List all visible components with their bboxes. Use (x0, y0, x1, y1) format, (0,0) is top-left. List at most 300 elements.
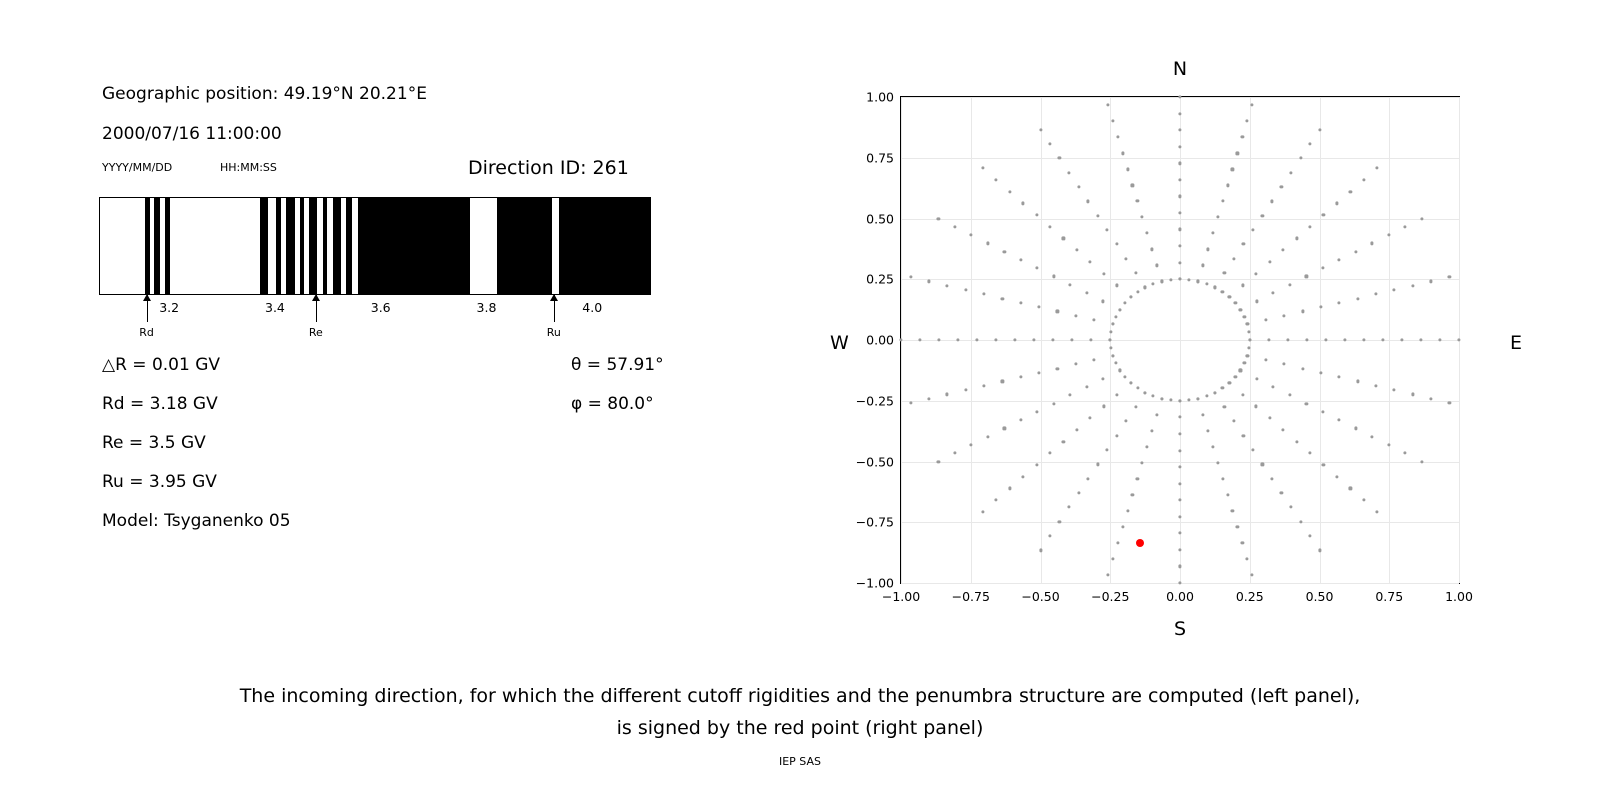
selected-direction-point (1136, 539, 1144, 547)
direction-point (1068, 283, 1071, 286)
right-panel (820, 40, 1540, 660)
direction-point (1335, 202, 1338, 205)
direction-point (1062, 440, 1065, 443)
direction-point (1243, 315, 1246, 318)
direction-point (1008, 487, 1011, 490)
y-tick-label: 1.00 (866, 89, 894, 105)
y-tick-label: 0.00 (866, 332, 894, 348)
figure-caption (0, 680, 1600, 744)
direction-point (1118, 369, 1121, 372)
penumbra-band (286, 198, 295, 294)
direction-point (927, 280, 930, 283)
direction-point (1178, 399, 1181, 402)
direction-point (1019, 301, 1022, 304)
direction-point (1267, 338, 1270, 341)
stat-model: Model: Tsyganenko 05 (102, 511, 291, 531)
direction-point (1324, 338, 1327, 341)
direction-point (1178, 95, 1181, 98)
direction-point (1251, 104, 1254, 107)
direction-point (1178, 565, 1181, 568)
direction-point (1349, 487, 1352, 490)
penumbra-band (300, 198, 304, 294)
direction-point (1035, 463, 1038, 466)
y-tick-label: 0.50 (866, 211, 894, 226)
direction-point (1068, 171, 1071, 174)
direction-point (1305, 338, 1308, 341)
direction-point (1039, 128, 1042, 131)
direction-point (1048, 142, 1051, 145)
direction-point (1022, 202, 1025, 205)
direction-point (1251, 228, 1254, 231)
direction-point (953, 225, 956, 228)
direction-point (1115, 434, 1118, 437)
direction-point (1374, 384, 1377, 387)
direction-point (1125, 420, 1128, 423)
penumbra-tick-label: 3.4 (264, 300, 285, 315)
direction-point (1093, 358, 1096, 361)
direction-point (1362, 338, 1365, 341)
direction-point (1322, 213, 1325, 216)
direction-point (1074, 314, 1077, 317)
gridline-horizontal (901, 158, 1459, 159)
direction-point (1295, 440, 1298, 443)
direction-point (1105, 448, 1108, 451)
direction-point (1216, 461, 1219, 464)
x-tick-label: −1.00 (881, 589, 921, 604)
direction-point (1152, 395, 1155, 398)
direction-point (1085, 292, 1088, 295)
penumbra-band (276, 198, 281, 294)
direction-point (1264, 358, 1267, 361)
direction-point (1039, 549, 1042, 552)
direction-point (1376, 167, 1379, 170)
direction-point (1125, 257, 1128, 260)
direction-point (995, 178, 998, 181)
penumbra-band (346, 198, 351, 294)
direction-point (1343, 338, 1346, 341)
date-format-hint: YYYY/MM/DD (102, 161, 173, 174)
direction-point (1221, 200, 1224, 203)
direction-point (1121, 525, 1124, 528)
direction-point (1068, 506, 1071, 509)
direction-point (964, 288, 967, 291)
direction-point (1289, 171, 1292, 174)
direction-point (1131, 493, 1134, 496)
x-tick-label: 0.50 (1305, 589, 1334, 604)
x-tick-label: 0.75 (1375, 589, 1404, 604)
gridline-horizontal (901, 522, 1459, 523)
direction-point (1231, 168, 1234, 171)
direction-point (1282, 249, 1285, 252)
direction-point (1264, 318, 1267, 321)
direction-point (981, 510, 984, 513)
direction-point (1255, 405, 1258, 408)
direction-point (1144, 286, 1147, 289)
gridline-horizontal (901, 219, 1459, 220)
direction-point (1411, 284, 1414, 287)
direction-point (1272, 292, 1275, 295)
direction-point (1141, 461, 1144, 464)
x-tick-label: −0.50 (1021, 589, 1060, 604)
direction-point (1261, 214, 1264, 217)
compass-south-label: S (1173, 618, 1187, 640)
direction-point (1286, 338, 1289, 341)
direction-point (1146, 232, 1149, 235)
direction-point (1075, 249, 1078, 252)
direction-point (937, 217, 940, 220)
direction-point (1211, 445, 1214, 448)
stat-re: Re = 3.5 GV (102, 433, 206, 453)
direction-point (1178, 432, 1181, 435)
direction-point (1221, 387, 1224, 390)
direction-point (1003, 250, 1006, 253)
direction-point (1102, 405, 1105, 408)
direction-point (1448, 276, 1451, 279)
direction-point (1146, 445, 1149, 448)
direction-point (1077, 185, 1080, 188)
direction-point (1268, 417, 1271, 420)
direction-point (1246, 323, 1249, 326)
direction-point (1008, 190, 1011, 193)
direction-point (1129, 295, 1132, 298)
direction-point (1105, 228, 1108, 231)
direction-point (1322, 463, 1325, 466)
direction-point (1129, 381, 1132, 384)
direction-point (1228, 295, 1231, 298)
penumbra-band (145, 198, 150, 294)
direction-point (1246, 354, 1249, 357)
penumbra-band (165, 198, 170, 294)
direction-point (953, 452, 956, 455)
direction-point (1131, 184, 1134, 187)
direction-point (1255, 377, 1258, 380)
direction-point (1272, 385, 1275, 388)
compass-east-label: E (1510, 332, 1523, 354)
direction-point (1032, 338, 1035, 341)
direction-point (937, 338, 940, 341)
penumbra-marker-ru (554, 294, 555, 322)
direction-point (1178, 178, 1181, 181)
direction-point (1036, 410, 1039, 413)
direction-point (970, 233, 973, 236)
direction-point (1052, 275, 1055, 278)
direction-point (1231, 509, 1234, 512)
direction-point (1243, 362, 1246, 365)
direction-point (1014, 338, 1017, 341)
direction-point (1155, 413, 1158, 416)
direction-point (1109, 330, 1112, 333)
direction-point (1393, 288, 1396, 291)
direction-point (1404, 452, 1407, 455)
direction-point (1151, 429, 1154, 432)
direction-point (1282, 314, 1285, 317)
direction-point (995, 338, 998, 341)
direction-point (957, 338, 960, 341)
direction-point (1074, 363, 1077, 366)
caption-line-1: The incoming direction, for which the different cutoff rigidities and the penumbra structure are computed (left panel), (239, 685, 1361, 707)
direction-point (1438, 338, 1441, 341)
direction-point (1338, 376, 1341, 379)
direction-point (1457, 338, 1460, 341)
direction-point (1255, 272, 1258, 275)
direction-point (1270, 200, 1273, 203)
direction-point (1136, 290, 1139, 293)
direction-point (1419, 338, 1422, 341)
direction-point (1354, 427, 1357, 430)
penumbra-band (497, 198, 553, 294)
direction-point (1086, 477, 1089, 480)
direction-point (1051, 338, 1054, 341)
penumbra-marker-label: Re (308, 326, 323, 339)
direction-point (1178, 581, 1181, 584)
direction-point (1201, 264, 1204, 267)
direction-point (1213, 391, 1216, 394)
direction-point (1111, 354, 1114, 357)
direction-point (1085, 385, 1088, 388)
direction-point (1232, 420, 1235, 423)
direction-point (1126, 509, 1129, 512)
penumbra-marker-label: Rd (139, 326, 154, 339)
direction-point (1058, 157, 1061, 160)
direction-point (1003, 427, 1006, 430)
direction-point (1001, 297, 1004, 300)
direction-point (1123, 301, 1126, 304)
direction-point (1448, 401, 1451, 404)
direction-point (1118, 308, 1121, 311)
direction-point (1160, 280, 1163, 283)
direction-point (1178, 261, 1181, 264)
penumbra-band (309, 198, 316, 294)
x-tick-label: 0.25 (1235, 589, 1264, 604)
direction-point (1144, 391, 1147, 394)
direction-point (1356, 380, 1359, 383)
direction-point (1321, 267, 1324, 270)
direction-point (982, 293, 985, 296)
direction-point (1019, 376, 1022, 379)
penumbra-tick-label: 3.2 (159, 300, 180, 315)
direction-point (1169, 278, 1172, 281)
direction-point (1121, 152, 1124, 155)
direction-point (1089, 260, 1092, 263)
direction-point (1056, 310, 1059, 313)
direction-point (1430, 280, 1433, 283)
penumbra-marker-rd (147, 294, 148, 322)
y-tick-label: −0.25 (855, 393, 894, 409)
direction-point (1071, 338, 1074, 341)
direction-point (1295, 237, 1298, 240)
direction-point (1114, 315, 1117, 318)
x-tick-label: −0.75 (951, 589, 990, 604)
direction-point (1319, 371, 1322, 374)
direction-point (1075, 428, 1078, 431)
direction-point (1123, 375, 1126, 378)
direction-point (1223, 271, 1226, 274)
direction-point (1370, 435, 1373, 438)
y-tick-label: −0.50 (855, 454, 894, 469)
y-tick-label: −0.75 (855, 514, 894, 530)
direction-point (1086, 200, 1089, 203)
stat-theta: θ = 57.91° (571, 355, 664, 375)
direction-point (1280, 185, 1283, 188)
direction-point (1048, 535, 1051, 538)
direction-point (1068, 394, 1071, 397)
time-format-hint: HH:MM:SS (220, 161, 277, 174)
penumbra-band (323, 198, 327, 294)
direction-point (1115, 243, 1118, 246)
direction-point (946, 284, 949, 287)
penumbra-band (260, 198, 268, 294)
compass-north-label: N (1172, 58, 1188, 80)
direction-point (1090, 338, 1093, 341)
direction-point (1381, 338, 1384, 341)
direction-point (1356, 297, 1359, 300)
direction-point (1178, 532, 1181, 535)
direction-point (1374, 293, 1377, 296)
direction-point (1213, 286, 1216, 289)
direction-point (1411, 393, 1414, 396)
direction-point (1089, 417, 1092, 420)
direction-point (995, 499, 998, 502)
direction-point (1248, 338, 1251, 341)
penumbra-chart (99, 197, 651, 295)
direction-point (1236, 525, 1239, 528)
direction-point (1178, 195, 1181, 198)
direction-point (1151, 248, 1154, 251)
direction-point (1019, 418, 1022, 421)
direction-point (1221, 290, 1224, 293)
direction-point (1077, 491, 1080, 494)
direction-point (1178, 228, 1181, 231)
direction-point (1226, 493, 1229, 496)
direction-point (1096, 463, 1099, 466)
stat-delta-r: △R = 0.01 GV (102, 355, 220, 375)
direction-point (1136, 387, 1139, 390)
direction-point (1036, 267, 1039, 270)
penumbra-marker-label: Ru (546, 326, 561, 339)
direction-point (1241, 284, 1244, 287)
direction-point (1178, 112, 1181, 115)
direction-point (1228, 381, 1231, 384)
direction-point (1234, 375, 1237, 378)
direction-point (1106, 104, 1109, 107)
direction-point (1251, 573, 1254, 576)
direction-point (1102, 272, 1105, 275)
direction-point (1188, 278, 1191, 281)
x-tick-label: 1.00 (1445, 589, 1473, 604)
direction-point (1114, 362, 1117, 365)
direction-point (937, 460, 940, 463)
direction-point (1318, 549, 1321, 552)
direction-point (1178, 162, 1181, 165)
direction-point (1178, 278, 1181, 281)
direction-point (1362, 178, 1365, 181)
direction-point (1241, 541, 1244, 544)
direction-point (1338, 301, 1341, 304)
direction-point (1430, 397, 1433, 400)
direction-point (1178, 515, 1181, 518)
direction-point (1136, 477, 1139, 480)
direction-point (1282, 428, 1285, 431)
direction-point (1109, 346, 1112, 349)
stat-phi: φ = 80.0° (571, 394, 654, 414)
penumbra-band (358, 198, 470, 294)
direction-point (1106, 573, 1109, 576)
direction-point (1178, 211, 1181, 214)
direction-point (899, 338, 902, 341)
gridline-horizontal (901, 340, 1459, 341)
direction-point (1242, 434, 1245, 437)
direction-point (1261, 463, 1264, 466)
direction-point (1102, 300, 1105, 303)
direction-point (1206, 248, 1209, 251)
direction-point (1211, 232, 1214, 235)
direction-point (1134, 405, 1137, 408)
direction-point (1126, 168, 1129, 171)
direction-point (964, 388, 967, 391)
direction-point (1308, 142, 1311, 145)
gridline-horizontal (901, 462, 1459, 463)
penumbra-marker-re (316, 294, 317, 322)
penumbra-tick-label: 3.8 (476, 300, 497, 315)
penumbra-plot-area (99, 197, 651, 295)
compass-west-label: W (830, 332, 849, 354)
direction-point (1251, 448, 1254, 451)
direction-point (909, 401, 912, 404)
penumbra-band (559, 198, 650, 294)
direction-point (918, 338, 921, 341)
direction-point (1242, 243, 1245, 246)
direction-point (976, 338, 979, 341)
direction-point (1111, 323, 1114, 326)
direction-point (986, 242, 989, 245)
direction-point (1308, 535, 1311, 538)
direction-point (1255, 300, 1258, 303)
direction-point (1062, 237, 1065, 240)
direction-point (1111, 557, 1114, 560)
direction-point (1111, 120, 1114, 123)
direction-point (1404, 225, 1407, 228)
direction-point (946, 393, 949, 396)
y-tick-label: 0.75 (866, 150, 894, 166)
direction-point (1152, 282, 1155, 285)
direction-point (1178, 245, 1181, 248)
direction-point (1116, 136, 1119, 139)
penumbra-band (333, 198, 341, 294)
direction-point (1048, 452, 1051, 455)
penumbra-tick-label: 4.0 (582, 300, 603, 315)
caption-line-2: is signed by the red point (right panel) (616, 717, 984, 739)
left-panel (0, 0, 760, 640)
direction-point (1178, 499, 1181, 502)
direction-point (1155, 264, 1158, 267)
direction-point (1280, 491, 1283, 494)
direction-point (1338, 258, 1341, 261)
geographic-position-label: Geographic position: 49.19°N 20.21°E (102, 84, 427, 104)
direction-point (1288, 283, 1291, 286)
direction-point (1282, 363, 1285, 366)
direction-point (909, 276, 912, 279)
direction-point (1116, 541, 1119, 544)
stat-ru: Ru = 3.95 GV (102, 472, 217, 492)
direction-point (1136, 200, 1139, 203)
direction-point (1318, 128, 1321, 131)
direction-point (1178, 465, 1181, 468)
direction-point (1241, 393, 1244, 396)
direction-point (1178, 548, 1181, 551)
direction-point (1376, 510, 1379, 513)
direction-point (1178, 449, 1181, 452)
direction-point (1288, 394, 1291, 397)
